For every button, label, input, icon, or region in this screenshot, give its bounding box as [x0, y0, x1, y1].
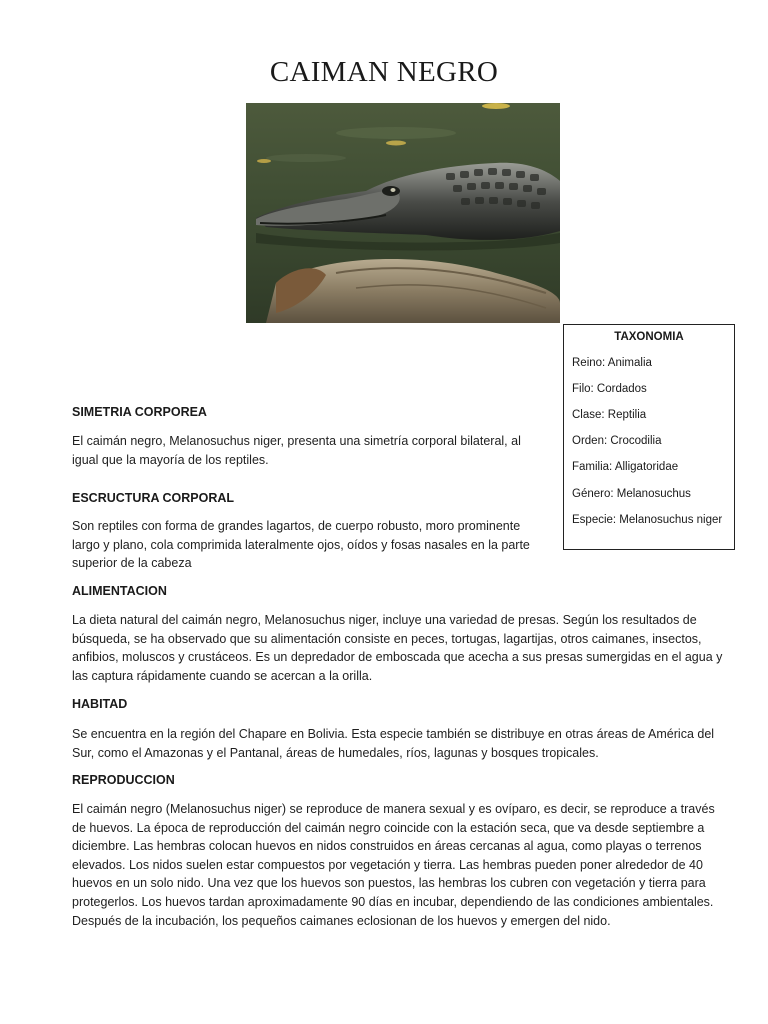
taxonomy-item-reino: Reino: Animalia: [572, 357, 652, 369]
paragraph-line: anfibios, moluscos y crustáceos. Es un depredador de emboscada que acecha a sus presas sumergidas en el agua y: [72, 650, 723, 665]
paragraph-line: La dieta natural del caimán negro, Melanosuchus niger, incluye una variedad de presas. Según los resultados de: [72, 613, 697, 627]
paragraph-line: El caimán negro (Melanosuchus niger) se reproduce de manera sexual y es ovíparo, es decir, se reproduce a través: [72, 802, 715, 816]
section-heading-reproduccion: REPRODUCCION: [72, 773, 175, 787]
section-heading-alimentacion: ALIMENTACION: [72, 584, 167, 598]
paragraph-line: largo y plano, cola comprimida lateralmente ojos, oídos y fosas nasales en la parte: [72, 537, 530, 552]
section-heading-simetria: SIMETRIA CORPOREA: [72, 405, 207, 419]
taxonomy-item-filo: Filo: Cordados: [572, 383, 647, 395]
caiman-photo: [246, 103, 560, 323]
paragraph-line: huevos en un solo nido. Una vez que los huevos son puestos, las hembras los cubren con vegetación y tierra para: [72, 876, 706, 891]
taxonomy-item-orden: Orden: Crocodilia: [572, 435, 662, 447]
section-heading-habitat: HABITAD: [72, 697, 128, 711]
section-heading-estructura: ESCRUCTURA CORPORAL: [72, 491, 235, 505]
paragraph-line: búsqueda, se ha observado que su alimentación consiste en peces, tortugas, lagartijas, otros caimanes, insectos,: [72, 631, 702, 646]
section-paragraph-simetria: [72, 432, 521, 469]
paragraph-line: diciembre. Las hembras colocan huevos en nidos construidos en áreas cercanas al agua, como playas o terrenos: [72, 839, 702, 854]
section-paragraph-habitat: [72, 725, 714, 762]
paragraph-line: protegerlos. Los huevos tardan aproximadamente 90 días en incubar, dependiendo de las condiciones ambientales.: [72, 894, 714, 909]
taxonomy-item-genero: Género: Melanosuchus: [572, 488, 691, 500]
taxonomy-box: [563, 324, 735, 550]
taxonomy-item-clase: Clase: Reptilia: [572, 409, 647, 421]
paragraph-line: Sur, como el Amazonas y el Pantanal, áreas de humedales, ríos, lagunas y bosques tropicales.: [72, 745, 599, 760]
paragraph-line: de huevos. La época de reproducción del caimán negro coincide con la estación seca, que va desde septiembre a: [72, 820, 705, 835]
paragraph-line: igual que la mayoría de los reptiles.: [72, 452, 269, 467]
paragraph-line: Se encuentra en la región del Chapare en Bolivia. Esta especie también se distribuye en otras áreas de América del: [72, 727, 715, 741]
section-paragraph-alimentacion: [72, 611, 722, 685]
taxonomy-heading: TAXONOMIA: [614, 331, 684, 343]
taxonomy-item-familia: Familia: Alligatoridae: [572, 461, 679, 473]
paragraph-line: El caimán negro, Melanosuchus niger, presenta una simetría corporal bilateral, al: [72, 434, 521, 448]
paragraph-line: Después de la incubación, los pequeños caimanes eclosionan de los huevos y emergen del nido.: [72, 913, 611, 928]
paragraph-line: las captura rápidamente cuando se acercan a la orilla.: [72, 668, 373, 683]
paragraph-line: Son reptiles con forma de grandes lagartos, de cuerpo robusto, moro prominente: [72, 519, 521, 533]
section-paragraph-reproduccion: [72, 800, 715, 930]
section-paragraph-estructura: [72, 517, 530, 573]
page-title: CAIMAN NEGRO: [269, 56, 499, 88]
paragraph-line: elevados. Los nidos suelen estar compuestos por vegetación y tierra. Las hembras pueden poner alrededor de 40: [72, 857, 703, 872]
taxonomy-item-especie: Especie: Melanosuchus niger: [572, 514, 723, 526]
paragraph-line: superior de la cabeza: [72, 556, 192, 571]
